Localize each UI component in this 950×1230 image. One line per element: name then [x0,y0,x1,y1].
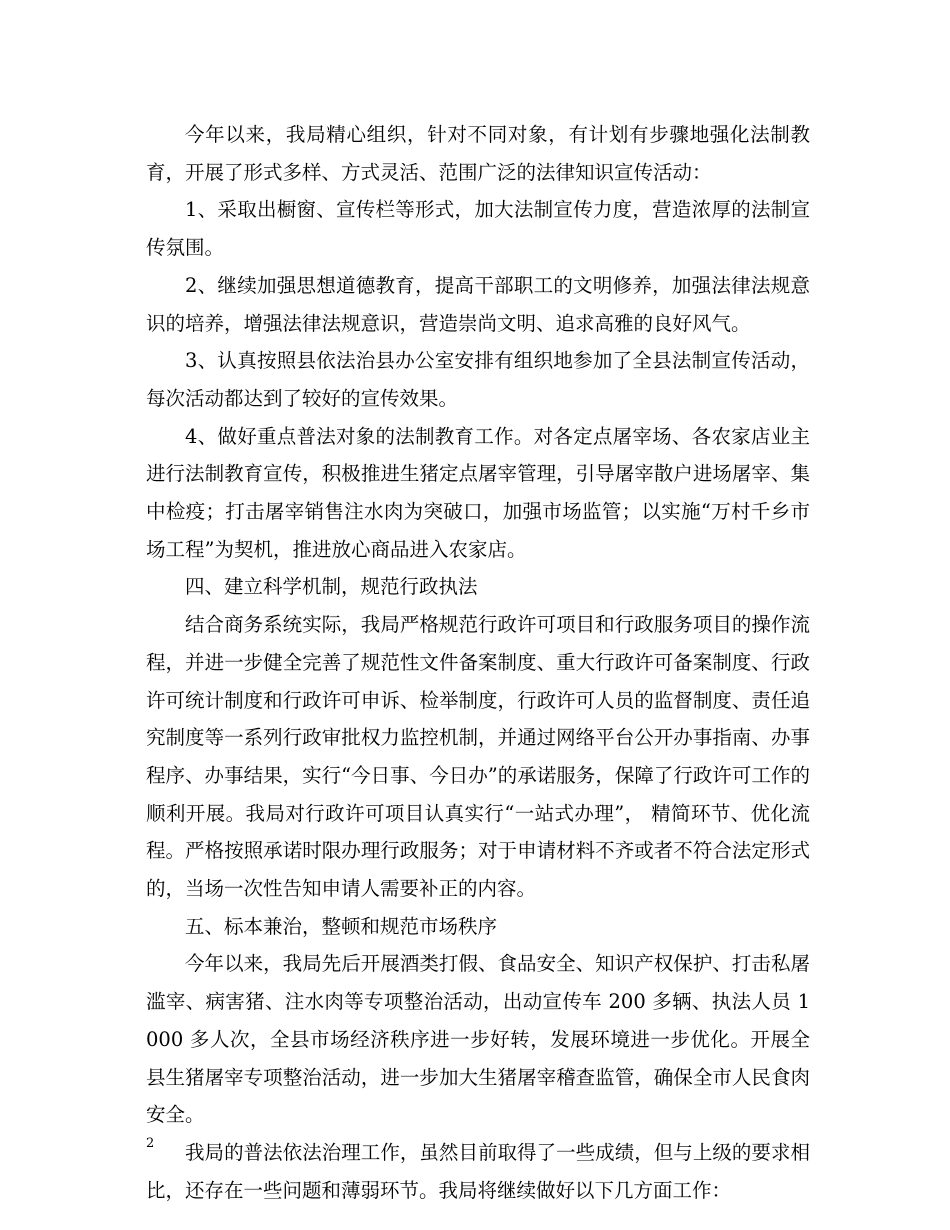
paragraph-conclusion: 我局的普法依法治理工作，虽然目前取得了一些成绩，但与上级的要求相比，还存在一些问题和薄弱环节。我局将继续做好以下几方面工作： [146,1140,810,1202]
page-number: 2 [146,1136,155,1151]
paragraph-intro: 今年以来，我局精心组织，针对不同对象，有计划有步骤地强化法制教育，开展了形式多样、方式灵活、范围广泛的法律知识宣传活动： [146,123,810,184]
document-body [146,116,810,1209]
section-heading-4: 四、建立科学机制，规范行政执法 [185,575,478,599]
paragraph-section-4-body: 结合商务系统实际，我局严格规范行政许可项目和行政服务项目的操作流程，并进一步健全完善了规范性文件备案制度、重大行政许可备案制度、行政许可统计制度和行政许可申诉、检举制度，行政许可人员的监督制度、责任追究制度等一系列行政审批权力监控机制，并通过网络平台公开办事指南、办事程序、办事结果，实行“今日事、今日办”的承诺服务，保障了行政许可工作的顺利开展。我局对行政许可项目认真实行“一站式办理”， 精简环节、优化流程。严格按照承诺时限办理行政服务；对于申请材料不齐或者不符合法定形式的，当场一次性告知申请人需要补正的内容。 [146,613,810,901]
paragraph-item-2: 2、继续加强思想道德教育，提高干部职工的文明修养，加强法律法规意识的培养，增强法律法规意识，营造崇尚文明、追求高雅的良好风气。 [146,273,810,335]
section-heading-5: 五、标本兼治，整顿和规范市场秩序 [185,914,498,938]
paragraph-item-3: 3、认真按照县依法治县办公室安排有组织地参加了全县法制宣传活动，每次活动都达到了较好的宣传效果。 [146,349,810,410]
paragraph-item-1: 1、采取出橱窗、宣传栏等形式，加大法制宣传力度，营造浓厚的法制宣传氛围。 [146,198,810,260]
paragraph-section-5-body: 今年以来，我局先后开展酒类打假、食品安全、知识产权保护、打击私屠滥宰、病害猪、注水肉等专项整治活动，出动宣传车 200 多辆、执法人员 1000 多人次，全县市场经济秩序进一步好转，发展环境进一步优化。开展全县生猪屠宰专项整治活动，进一步加大生猪屠宰稽查监管，确保全市人民食肉安全。 [146,952,810,1127]
paragraph-item-4: 4、做好重点普法对象的法制教育工作。对各定点屠宰场、各农家店业主进行法制教育宣传，积极推进生猪定点屠宰管理，引导屠宰散户进场屠宰、集中检疫；打击屠宰销售注水肉为突破口，加强市场监管；以实施“万村千乡市场工程”为契机，推进放心商品进入农家店。 [146,424,810,561]
